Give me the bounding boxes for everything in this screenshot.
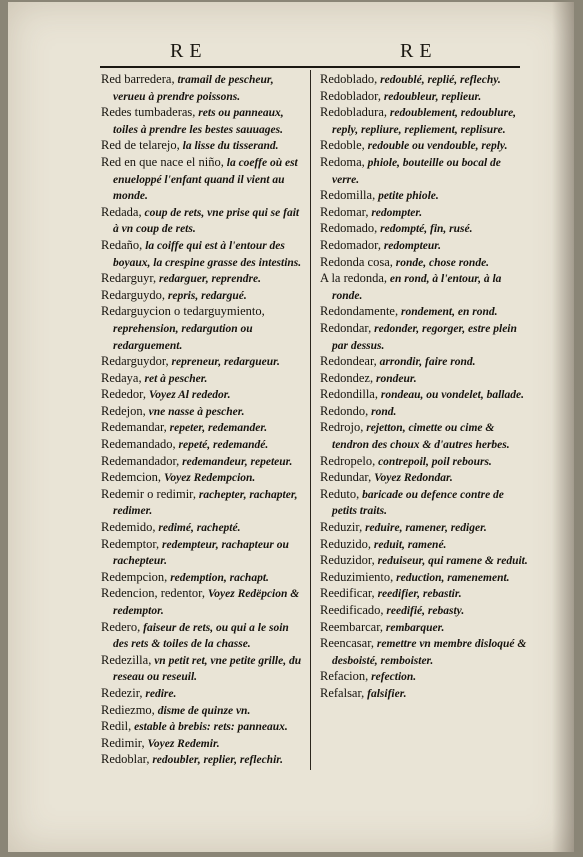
entry-definition: refection. <box>368 671 417 684</box>
entry-headword: Reedificar, <box>320 586 375 601</box>
dictionary-entry <box>101 72 306 105</box>
entry-definition: ronde, chose ronde. <box>392 256 490 269</box>
dictionary-entry <box>101 719 306 736</box>
entry-headword: Reduzidor, <box>320 553 375 568</box>
entry-definition: redempteur, rachapteur ou rachepteur. <box>113 538 289 568</box>
entry-headword: Redejon, <box>101 403 146 418</box>
dictionary-entry <box>101 138 306 155</box>
entry-definition: redimé, rachepté. <box>155 522 241 535</box>
entry-definition: repreneur, redargueur. <box>168 356 280 369</box>
dictionary-entry <box>101 537 306 570</box>
column-divider <box>310 70 311 770</box>
entry-headword: Redencion, redentor, <box>101 586 205 601</box>
left-column <box>101 72 306 769</box>
entry-headword: Red barredera, <box>101 72 175 86</box>
entry-definition: tramail de pescheur, verueu à prendre poissons. <box>113 74 274 103</box>
dictionary-entry <box>101 288 306 305</box>
entry-definition: phiole, bouteille ou bocal de verre. <box>332 156 501 186</box>
entry-headword: Redaya, <box>101 370 142 385</box>
entry-headword: Redero, <box>101 619 141 634</box>
entry-definition: rejetton, cimette ou cime & tendron des choux & d'autres herbes. <box>332 422 510 452</box>
entry-definition: reduiseur, qui ramene & reduit. <box>374 555 528 568</box>
dictionary-entry <box>101 105 306 138</box>
entry-headword: Redemandador, <box>101 453 180 468</box>
entry-definition: redemandeur, repeteur. <box>179 455 293 468</box>
entry-definition: Voyez Al rededor. <box>145 389 231 402</box>
entry-definition: rondeur. <box>373 372 417 385</box>
dictionary-entry <box>320 371 528 388</box>
entry-headword: Redondez, <box>320 370 374 385</box>
entry-definition: estable à brebis: rets: panneaux. <box>131 721 288 734</box>
dictionary-entry <box>101 487 306 520</box>
entry-headword: Redomar, <box>320 204 369 219</box>
entry-headword: Redoma, <box>320 154 365 169</box>
dictionary-entry <box>101 686 306 703</box>
dictionary-entry <box>320 271 528 304</box>
dictionary-entry <box>101 404 306 421</box>
dictionary-entry <box>320 636 528 669</box>
dictionary-entry <box>101 703 306 720</box>
dictionary-entry <box>320 570 528 587</box>
entry-headword: Reedificado, <box>320 603 384 617</box>
dictionary-entry <box>320 188 528 205</box>
entry-headword: Redarguydor, <box>101 354 169 369</box>
entry-headword: Redondamente, <box>320 304 399 319</box>
entry-definition: la lisse du tisserand. <box>179 140 279 153</box>
dictionary-entry <box>101 570 306 587</box>
entry-definition: redarguer, reprendre. <box>156 273 261 286</box>
dictionary-entry <box>320 420 528 453</box>
entry-definition: rachepter, rachapter, redimer. <box>113 488 298 518</box>
entry-definition: redoublement, redoublure, reply, repliure, repliement, replisure. <box>332 107 517 136</box>
entry-headword: Reduzir, <box>320 520 363 535</box>
entry-definition: petite phiole. <box>375 190 439 203</box>
entry-definition: remettre vn membre disloqué & desboisté, remboister. <box>332 638 527 667</box>
dictionary-entry <box>101 387 306 404</box>
entry-headword: Redondo, <box>320 403 369 418</box>
entry-definition: reduire, ramener, rediger. <box>362 522 487 535</box>
dictionary-entry <box>101 586 306 619</box>
dictionary-entry <box>320 205 528 222</box>
dictionary-entry <box>320 470 528 487</box>
dictionary-entry <box>320 155 528 188</box>
dictionary-entry <box>320 255 528 272</box>
dictionary-entry <box>101 470 306 487</box>
entry-definition: rond. <box>368 405 397 418</box>
entry-headword: Reduzimiento, <box>320 569 394 584</box>
dictionary-entry <box>101 271 306 288</box>
dictionary-entry <box>101 437 306 454</box>
entry-headword: Redoblado, <box>320 72 378 86</box>
entry-headword: Redes tumbaderas, <box>101 105 196 120</box>
dictionary-entry <box>320 620 528 637</box>
entry-headword: Refacion, <box>320 669 369 684</box>
entry-definition: redompté, fin, rusé. <box>377 223 473 236</box>
entry-headword: Redundar, <box>320 470 372 485</box>
dictionary-entry <box>320 238 528 255</box>
entry-definition: Voyez Redempcion. <box>161 472 256 485</box>
entry-definition: redoubleur, replieur. <box>380 90 482 103</box>
dictionary-entry <box>320 603 528 620</box>
entry-definition: reprehension, redargution ou redarguement. <box>113 322 253 352</box>
dictionary-entry <box>320 404 528 421</box>
entry-definition: rembarquer. <box>383 621 445 634</box>
header-right: RE <box>400 40 438 62</box>
entry-headword: Redada, <box>101 204 142 219</box>
entry-headword: Reembarcar, <box>320 619 384 634</box>
entry-headword: Redropelo, <box>320 453 376 468</box>
entry-headword: Redemptor, <box>101 536 160 551</box>
dictionary-entry <box>320 454 528 471</box>
entry-definition: reedifié, rebasty. <box>383 605 465 617</box>
entry-definition: redompter. <box>368 206 423 219</box>
entry-definition: redompteur. <box>380 239 442 252</box>
entry-headword: Redobladura, <box>320 105 387 120</box>
entry-definition: vn petit ret, vne petite grille, du reseau ou reseuil. <box>113 654 302 684</box>
entry-definition: falsifier. <box>364 687 407 700</box>
entry-headword: Redarguydo, <box>101 287 165 302</box>
dictionary-entry <box>320 387 528 404</box>
dictionary-entry <box>101 420 306 437</box>
dictionary-entry <box>320 686 528 703</box>
dictionary-entry <box>320 487 528 520</box>
entry-headword: Redezir, <box>101 685 143 700</box>
dictionary-entry <box>101 205 306 238</box>
entry-headword: Redoblar, <box>101 752 150 767</box>
dictionary-entry <box>101 304 306 354</box>
entry-headword: Reduzido, <box>320 536 372 551</box>
dictionary-entry <box>320 221 528 238</box>
header-left: RE <box>170 40 208 62</box>
right-column <box>320 72 528 703</box>
dictionary-entry <box>320 553 528 570</box>
entry-definition: Voyez Redemir. <box>144 737 220 750</box>
dictionary-entry <box>320 354 528 371</box>
entry-definition: redouble ou vendouble, reply. <box>364 140 508 153</box>
entry-headword: A la redonda, <box>320 271 387 286</box>
entry-definition: reduction, ramenement. <box>393 571 510 584</box>
entry-definition: Voyez Redëpcion & redemptor. <box>113 588 300 617</box>
entry-definition: arrondir, faire rond. <box>376 356 476 369</box>
dictionary-entry <box>320 138 528 155</box>
entry-headword: Redaño, <box>101 237 143 252</box>
entry-definition: la coeffe où est enueloppé l'enfant quand il vient au monde. <box>113 156 298 203</box>
entry-headword: Rededor, <box>101 387 146 402</box>
dictionary-entry <box>101 354 306 371</box>
entry-headword: Redomilla, <box>320 188 376 203</box>
entry-headword: Red de telarejo, <box>101 138 180 153</box>
entry-headword: Rediezmo, <box>101 702 155 717</box>
entry-headword: Redemcion, <box>101 470 162 485</box>
entry-headword: Redarguyr, <box>101 271 157 286</box>
entry-definition: Voyez Redondar. <box>371 472 453 485</box>
entry-definition: ret à pescher. <box>141 372 208 385</box>
dictionary-entry <box>101 653 306 686</box>
dictionary-entry <box>101 238 306 271</box>
dictionary-entry <box>101 752 306 769</box>
dictionary-entry <box>320 304 528 321</box>
dictionary-entry <box>101 736 306 753</box>
entry-headword: Reencasar, <box>320 636 374 651</box>
dictionary-entry <box>101 371 306 388</box>
entry-definition: redemption, rachapt. <box>167 571 269 584</box>
entry-definition: rondement, en rond. <box>398 306 498 319</box>
entry-headword: Redoblador, <box>320 88 381 103</box>
entry-definition: redoublé, replié, reflechy. <box>377 74 501 86</box>
entry-definition: reedifier, rebastir. <box>374 588 462 601</box>
dictionary-entry <box>101 155 306 205</box>
entry-headword: Reduto, <box>320 486 360 501</box>
entry-headword: Redimir, <box>101 735 145 750</box>
entry-headword: Redonda cosa, <box>320 254 393 269</box>
entry-definition: baricade ou defence contre de petits traits. <box>332 488 504 518</box>
dictionary-entry <box>320 520 528 537</box>
entry-definition: rets ou panneaux, toiles à prendre les bestes sauuages. <box>113 107 284 136</box>
entry-headword: Refalsar, <box>320 685 365 700</box>
header-rule <box>100 66 520 68</box>
dictionary-entry <box>320 105 528 138</box>
dictionary-entry <box>101 520 306 537</box>
entry-headword: Redondear, <box>320 354 377 369</box>
entry-headword: Redarguycion o tedarguymiento, <box>101 304 265 319</box>
entry-definition: repeter, redemander. <box>166 422 268 435</box>
entry-definition: vne nasse à pescher. <box>145 405 245 418</box>
entry-definition: disme de quinze vn. <box>154 704 251 717</box>
entry-definition: redonder, regorger, estre plein par dessus. <box>332 322 517 352</box>
entry-headword: Redrojo, <box>320 420 364 435</box>
entry-definition: redoubler, replier, reflechir. <box>149 754 283 767</box>
entry-definition: faiseur de rets, ou qui a le soin des rets & toiles de la chasse. <box>113 621 289 651</box>
entry-headword: Redomador, <box>320 237 381 252</box>
dictionary-entry <box>320 586 528 603</box>
entry-headword: Redemir o redimir, <box>101 486 196 501</box>
entry-headword: Redil, <box>101 719 132 734</box>
entry-headword: Redempcion, <box>101 569 168 584</box>
entry-definition: la coiffe qui est à l'entour des boyaux, la crespine grasse des intestins. <box>113 239 302 269</box>
dictionary-entry <box>320 537 528 554</box>
entry-definition: repeté, redemandé. <box>175 439 269 452</box>
dictionary-entry <box>320 89 528 106</box>
entry-headword: Redoble, <box>320 138 365 153</box>
entry-headword: Redondilla, <box>320 387 378 402</box>
dictionary-entry <box>320 72 528 89</box>
entry-definition: repris, redargué. <box>165 289 247 302</box>
dictionary-entry <box>101 620 306 653</box>
entry-definition: contrepoil, poil rebours. <box>375 455 492 468</box>
dictionary-entry <box>101 454 306 471</box>
entry-headword: Redemido, <box>101 520 156 535</box>
entry-definition: coup de rets, vne prise qui se fait à vn coup de rets. <box>113 206 300 236</box>
page-spine-shadow <box>552 2 574 852</box>
dictionary-entry <box>320 669 528 686</box>
entry-headword: Redemandado, <box>101 437 176 452</box>
dictionary-entry <box>320 321 528 354</box>
entry-headword: Redomado, <box>320 221 378 236</box>
entry-definition: redire. <box>142 687 177 700</box>
entry-headword: Redezilla, <box>101 652 152 667</box>
entry-headword: Redemandar, <box>101 420 167 435</box>
entry-definition: reduit, ramené. <box>371 538 447 551</box>
entry-definition: en rond, à l'entour, à la ronde. <box>332 273 502 302</box>
entry-headword: Red en que nace el niño, <box>101 154 224 169</box>
entry-headword: Redondar, <box>320 320 372 335</box>
entry-definition: rondeau, ou vondelet, ballade. <box>377 389 524 402</box>
